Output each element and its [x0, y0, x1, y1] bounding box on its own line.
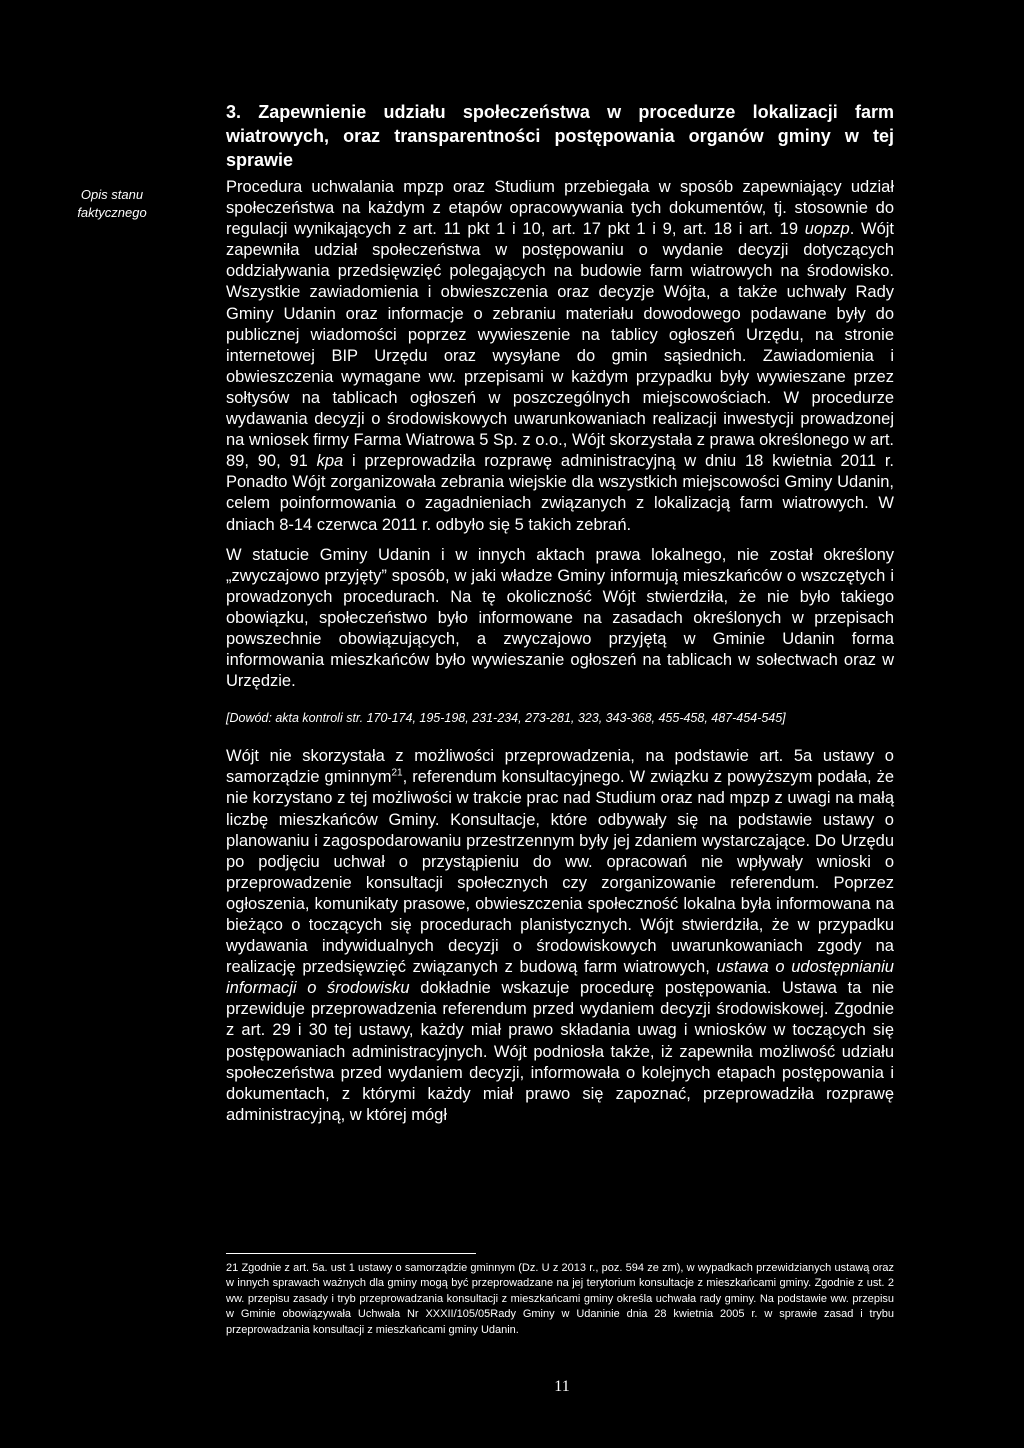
paragraph-3-part1: Wójt nie skorzystała z możliwości przeprowadzenia, na podstawie art. 5a ustawy o samorządzie gminnym	[226, 747, 894, 787]
paragraph-3-italic: ustawa o udostępnianiu informacji o środowisku	[226, 958, 894, 998]
paragraph-3-part2: , referendum konsultacyjnego. W związku z powyższym podała, że nie korzystano z tej możliwości w trakcie prac nad Studium oraz nad mpzp z uwagi na małą liczbę mieszkańców Gminy. Konsultacje, które odbywały się na podstawie ustawy o planowaniu i zagospodarowaniu przestrzennym były jej zdaniem wystarczające. Do Urzędu po podjęciu uchwał o przystąpieniu do ww. opracowań nie wpływały wnioski o przeprowadzenie konsultacji społecznych czy zorganizowanie referendum. Poprzez ogłoszenia, komunikaty prasowe, obwieszczenia społeczność lokalna była informowana na bieżąco o toczących się procedurach planistycznych. Wójt stwierdziła, że w przypadku wydawania indywidualnych decyzji o środowiskowych uwarunkowaniach zgody na realizację przedsięwzięć związanych z budową farm wiatrowych,	[226, 768, 894, 977]
evidence-reference: [Dowód: akta kontroli str. 170-174, 195-198, 231-234, 273-281, 323, 343-368, 455-458, 487-454-545]	[226, 711, 786, 726]
page-number: 11	[554, 1378, 570, 1395]
paragraph-1-kpa: kpa	[316, 452, 344, 471]
paragraph-3	[226, 746, 894, 1126]
footnote-21: 21 Zgodnie z art. 5a. ust 1 ustawy o samorządzie gminnym (Dz. U z 2013 r., poz. 594 ze zm), w wypadkach przewidzianych ustawą oraz w innych sprawach ważnych dla gminy mogą być przeprowadzane na jej terytorium konsultacje z mieszkańcami gminy. Zgodnie z ust. 2 ww. przepisu zasady i tryb przeprowadzania konsultacji z mieszkańcami gminy określa uchwała rady gminy. Na podstawie ww. przepisu w Gminie obowiązywała Uchwała Nr XXXII/105/05Rady Gminy w Udaninie dnia 28 kwietnia 2005 r. w sprawie zasad i trybu przeprowadzania konsultacji z mieszkańcami gminy Udanin.	[226, 1262, 894, 1336]
paragraph-1-part3: i przeprowadziła rozprawę administracyjną w dniu 18 kwietnia 2011 r. Ponadto Wójt zorganizowała zebrania wiejskie dla wszystkich miejscowości Gminy Udanin, celem poinformowania o zagadnieniach związanych z lokalizacją farm wiatrowych. W dniach 8-14 czerwca 2011 r. odbyło się 5 takich zebrań.	[226, 452, 894, 534]
paragraph-1-part2: . Wójt zapewniła udział społeczeństwa w postępowaniu o wydanie decyzji dotyczących oddziaływania przedsięwzięć polegających na budowie farm wiatrowych na środowisko. Wszystkie zawiadomienia i obwieszczenia oraz decyzje Wójta, a także uchwały Rady Gminy Udanin oraz informacje o zebraniu materiału dowodowego podawane były do publicznej wiadomości poprzez wywieszenie na tablicy ogłoszeń Urzędu, na stronie internetowej BIP Urzędu oraz wysyłane do gmin sąsiednich. Zawiadomienia i obwieszczenia wymagane ww. przepisami w każdym przypadku były wywieszane przez sołtysów na tablicach ogłoszeń w poszczególnych miejscowościach. W procedurze wydawania decyzji o środowiskowych uwarunkowaniach realizacji inwestycji prowadzonej na wniosek firmy Farma Wiatrowa 5 Sp. z o.o., Wójt skorzystała z prawa określonego w art. 89, 90, 91	[226, 220, 894, 471]
margin-label-line2: faktycznego	[77, 205, 147, 220]
main-content	[226, 100, 894, 1126]
margin-label-line1: Opis stanu	[80, 187, 144, 202]
paragraph-1-uopzp: uopzp	[804, 220, 850, 239]
paragraph-3-part3: dokładnie wskazuje procedurę postępowania. Ustawa ta nie przewiduje przeprowadzenia referendum przed wydaniem decyzji środowiskowej. Zgodnie z art. 29 i 30 tej ustawy, każdy miał prawo składania uwag i wniosków w toczących się postępowaniach administracyjnych. Wójt podniosła także, iż zapewniła możliwość udziału społeczeństwa przed wydaniem decyzji, informowała o kolejnych etapach postępowania i dokumentach, z którymi każdy miał prawo się zapoznać, przeprowadziła rozprawę administracyjną, w której mógł	[226, 979, 894, 1124]
section-heading: 3. Zapewnienie udziału społeczeństwa w procedurze lokalizacji farm wiatrowych, oraz transparentności postępowania organów gminy w tej sprawie	[226, 102, 894, 170]
paragraph-2: W statucie Gminy Udanin i w innych aktach prawa lokalnego, nie został określony „zwyczajowo przyjęty” sposób, w jaki władze Gminy informują mieszkańców o wszczętych i prowadzonych procedurach. Na tę okoliczność Wójt stwierdziła, że nie było takiego obowiązku, społeczeństwo było informowane na zasadach określonych w przepisach powszechnie obowiązujących, a zwyczajowo przyjętą w Gminie Udanin forma informowania mieszkańców było wywieszanie ogłoszeń na tablicach w sołectwach oraz w Urzędzie.	[226, 545, 894, 691]
footnote-reference[interactable]: 21	[391, 767, 403, 779]
margin-label	[52, 186, 172, 222]
paragraph-1	[226, 177, 894, 536]
footnote-divider	[226, 1253, 476, 1254]
paragraph-1-part1: Procedura uchwalania mpzp oraz Studium przebiegała w sposób zapewniający udział społeczeństwa na każdym z etapów opracowywania tych dokumentów, tj. stosownie do regulacji wynikających z art. 11 pkt 1 i 10, art. 17 pkt 1 i 9, art. 18 i art. 19	[226, 178, 894, 239]
